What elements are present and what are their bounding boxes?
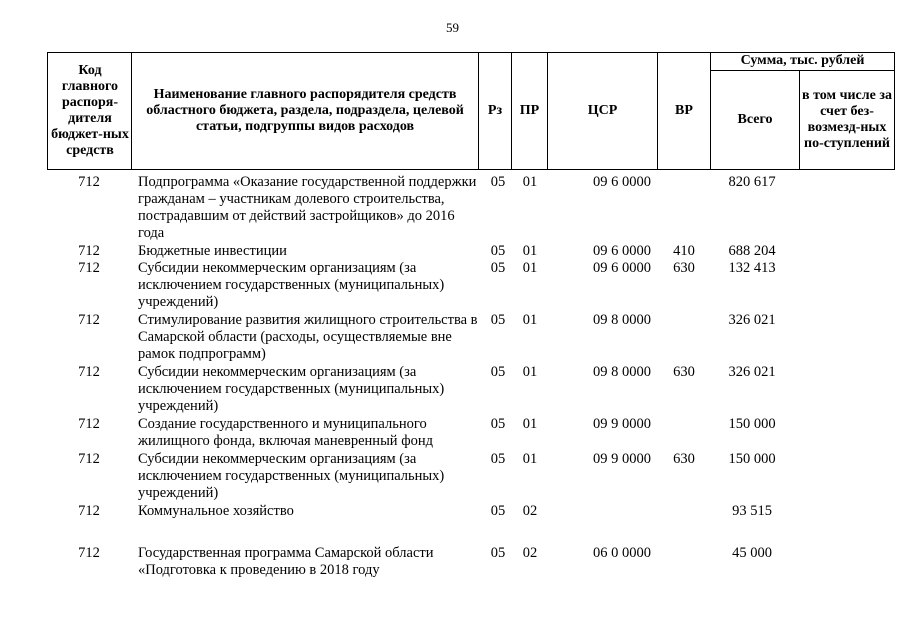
cell-name: Подпрограмма «Оказание государственной поддержки гражданам – участникам долевого строительства, пострадавшим от действий застройщиков» до 2016 года <box>138 174 477 241</box>
table-header <box>47 52 895 170</box>
cell-code: 712 <box>78 545 100 561</box>
cell-vr: 630 <box>673 260 695 276</box>
cell-name: Создание государственного и муниципального жилищного фонда, включая маневренный фонд <box>138 416 433 449</box>
header-rz: Рз <box>487 103 503 118</box>
cell-csr: 09 8 0000 <box>593 312 651 328</box>
cell-pr: 01 <box>522 364 538 380</box>
cell-vr: 630 <box>673 451 695 467</box>
cell-pr: 01 <box>522 243 538 259</box>
cell-csr: 09 6 0000 <box>593 260 651 276</box>
cell-rz: 05 <box>490 312 506 328</box>
cell-name: Субсидии некоммерческим организациям (за исключением государственных (муниципальных) учреждений) <box>138 364 445 414</box>
col-border <box>47 52 48 170</box>
cell-total: 132 413 <box>728 260 776 276</box>
cell-rz: 05 <box>490 416 506 432</box>
cell-pr: 02 <box>522 545 538 561</box>
header-free: в том числе за счет без-возмезд-ных по-ступлений <box>802 88 892 151</box>
table-row <box>47 503 895 545</box>
cell-name: Бюджетные инвестиции <box>138 243 287 259</box>
cell-total: 45 000 <box>732 545 772 561</box>
header-csr: ЦСР <box>587 103 618 118</box>
table-row <box>47 364 895 416</box>
table-row <box>47 312 895 364</box>
cell-csr: 09 9 0000 <box>593 451 651 467</box>
table-row <box>47 545 895 580</box>
col-border <box>799 70 800 170</box>
cell-csr: 09 9 0000 <box>593 416 651 432</box>
cell-pr: 01 <box>522 416 538 432</box>
cell-total: 820 617 <box>728 174 776 190</box>
cell-csr: 09 6 0000 <box>593 174 651 190</box>
cell-total: 150 000 <box>728 416 776 432</box>
cell-vr: 410 <box>673 243 695 259</box>
table-row <box>47 260 895 312</box>
header-vr: ВР <box>675 103 693 118</box>
col-border <box>894 52 895 170</box>
cell-code: 712 <box>78 416 100 432</box>
cell-total: 326 021 <box>728 312 776 328</box>
cell-csr: 09 6 0000 <box>593 243 651 259</box>
col-border <box>131 52 132 170</box>
table-row <box>47 451 895 503</box>
cell-rz: 05 <box>490 451 506 467</box>
cell-csr: 09 8 0000 <box>593 364 651 380</box>
cell-code: 712 <box>78 260 100 276</box>
cell-total: 93 515 <box>732 503 772 519</box>
cell-pr: 01 <box>522 174 538 190</box>
table-body <box>47 174 895 580</box>
cell-name: Стимулирование развития жилищного строительства в Самарской области (расходы, осуществляемые вне рамок подпрограмм) <box>138 312 478 362</box>
cell-code: 712 <box>78 451 100 467</box>
cell-name: Субсидии некоммерческим организациям (за исключением государственных (муниципальных) учреждений) <box>138 260 445 310</box>
page-number: 59 <box>446 20 459 35</box>
header-total: Всего <box>737 112 773 127</box>
cell-rz: 05 <box>490 174 506 190</box>
cell-total: 688 204 <box>728 243 776 259</box>
cell-code: 712 <box>78 312 100 328</box>
table-row <box>47 174 895 243</box>
cell-csr: 06 0 0000 <box>593 545 651 561</box>
table-row <box>47 416 895 451</box>
cell-pr: 01 <box>522 312 538 328</box>
header-sum-group: Сумма, тыс. рублей <box>740 53 865 68</box>
header-pr: ПР <box>519 103 540 118</box>
header-name: Наименование главного распорядителя средств областного бюджета, раздела, подраздела, целевой статьи, подгруппы видов расходов <box>146 87 464 134</box>
cell-rz: 05 <box>490 260 506 276</box>
header-code: Код главного распоря-дителя бюджет-ных средств <box>51 63 129 158</box>
cell-total: 326 021 <box>728 364 776 380</box>
cell-pr: 02 <box>522 503 538 519</box>
cell-code: 712 <box>78 243 100 259</box>
cell-vr: 630 <box>673 364 695 380</box>
cell-rz: 05 <box>490 545 506 561</box>
cell-total: 150 000 <box>728 451 776 467</box>
cell-rz: 05 <box>490 364 506 380</box>
cell-rz: 05 <box>490 503 506 519</box>
cell-name: Государственная программа Самарской области «Подготовка к проведению в 2018 году <box>138 545 434 578</box>
cell-code: 712 <box>78 174 100 190</box>
cell-name: Коммунальное хозяйство <box>138 503 294 519</box>
cell-rz: 05 <box>490 243 506 259</box>
cell-name: Субсидии некоммерческим организациям (за исключением государственных (муниципальных) учреждений) <box>138 451 445 501</box>
cell-pr: 01 <box>522 260 538 276</box>
cell-code: 712 <box>78 503 100 519</box>
cell-pr: 01 <box>522 451 538 467</box>
table-row <box>47 243 895 260</box>
cell-code: 712 <box>78 364 100 380</box>
